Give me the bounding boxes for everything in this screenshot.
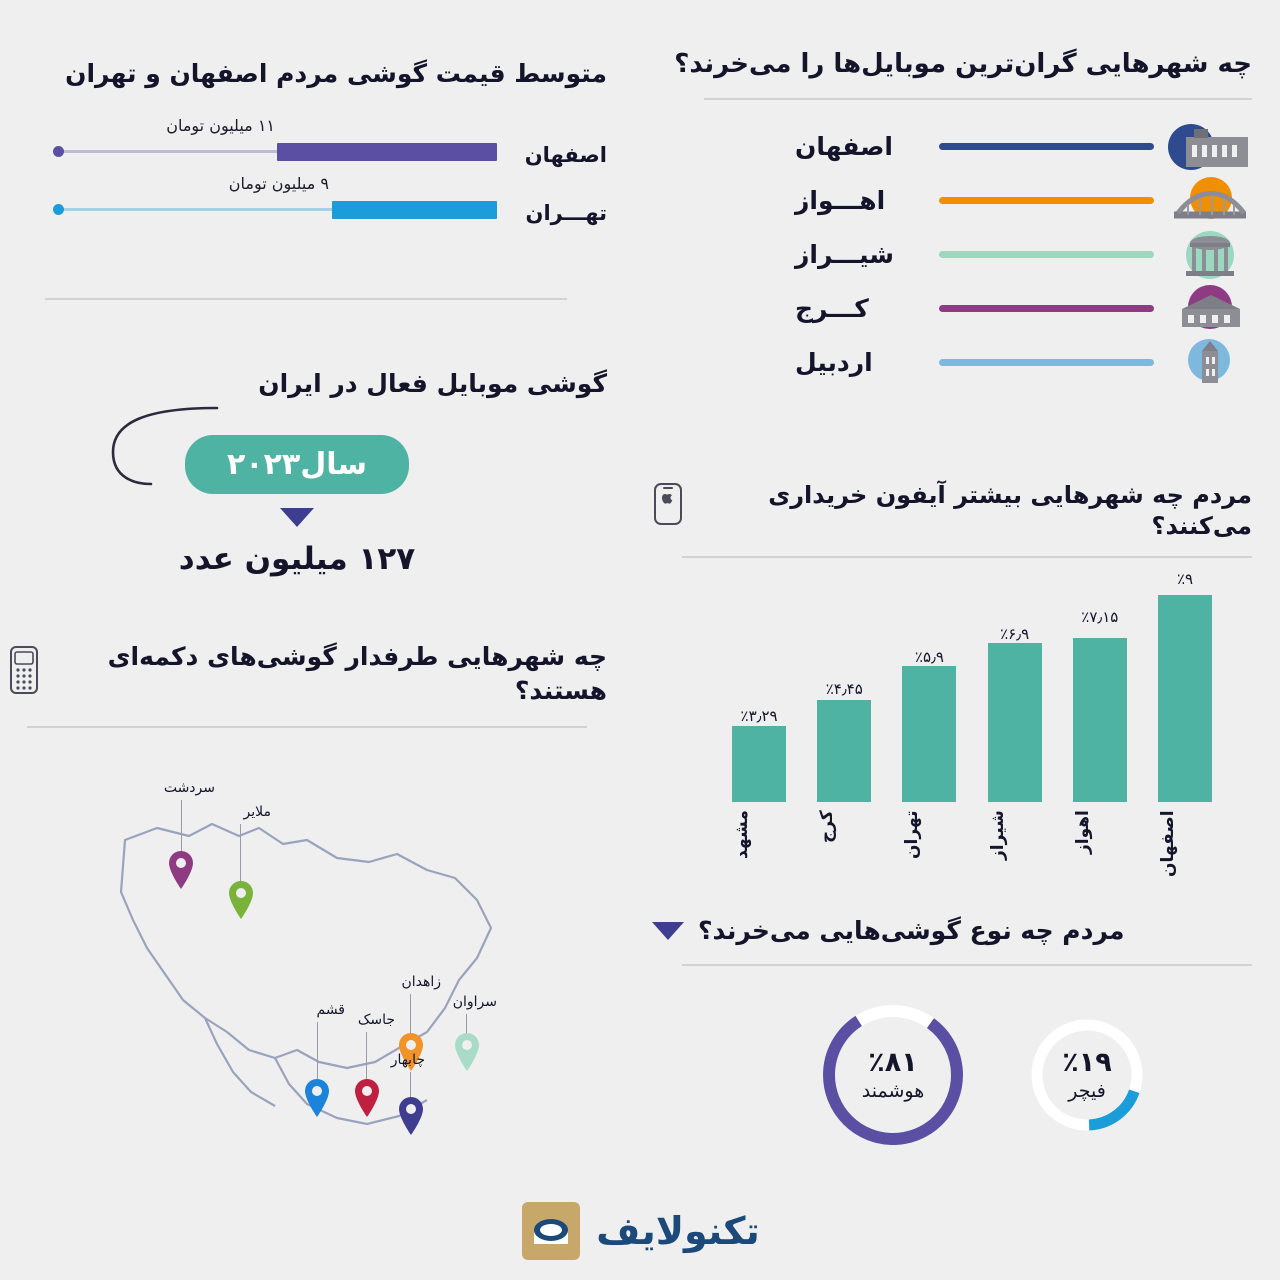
divider-left-2 [27, 726, 587, 728]
bar-label-isfahan: اصفهان [524, 142, 607, 167]
expensive-cities-title: چه شهرهایی گران‌ترین موبایل‌ها را می‌خرند؟ [674, 49, 1252, 79]
arrow-down-wrap [47, 508, 607, 527]
pin-line-sardasht [181, 800, 183, 852]
pin-label-saravan: سراوان [452, 993, 497, 1010]
bar-value-tehran: ۹ میلیون تومان [228, 173, 329, 193]
donut-feature-label: فیچر [1068, 1080, 1106, 1102]
chart-bars [732, 572, 1212, 802]
bar-value-mashhad: ٪۳٫۲۹ [740, 707, 778, 726]
average-price-bars [47, 115, 607, 241]
expensive-cities-list [652, 120, 1252, 390]
x-label-mashhad: مشهد [732, 810, 753, 860]
year-pill: سال۲۰۲۳ [185, 435, 409, 494]
divider-left-1 [45, 298, 567, 300]
pin-label-chabahar: چابهار [390, 1051, 425, 1068]
bar-fill-tehran [332, 201, 497, 219]
map-pin-chabahar[interactable] [397, 1096, 425, 1136]
keypad-map-title: چه شهرهایی طرفدار گوشی‌های دکمه‌ای هستند؟ [107, 642, 607, 705]
rank-line-karaj [939, 305, 1154, 312]
curved-arrow-icon [107, 396, 227, 496]
map-pin-qeshm[interactable] [303, 1078, 331, 1118]
phone-type-block [652, 915, 1252, 1150]
list-item [652, 120, 1252, 174]
smartphone-icon [652, 482, 684, 526]
donut-smart-text [818, 1000, 968, 1150]
bar-dot-isfahan [53, 146, 64, 157]
average-price-block [47, 58, 607, 241]
left-column [0, 0, 625, 1190]
iphone-purchase-block [652, 480, 1252, 882]
thumbnail-isfahan [1168, 123, 1252, 171]
divider-right-b [682, 556, 1252, 558]
feature-phone-icon [7, 644, 41, 696]
footer-logo [0, 1200, 1280, 1262]
list-item [652, 282, 1252, 336]
city-name-ahvaz: اهـــواز [795, 186, 886, 216]
rank-line-shiraz [939, 251, 1154, 258]
donut-feature-pct: ٪۱۹ [1062, 1047, 1112, 1078]
bar-value-shiraz: ٪۶٫۹ [1000, 625, 1030, 644]
bar-ahvaz [1073, 572, 1127, 802]
bar-value-ahvaz: ٪۷٫۱۵ [1081, 608, 1119, 627]
bar-value-tehran: ٪۵٫۹ [914, 648, 944, 667]
pin-label-sardasht: سردشت [163, 779, 215, 796]
pin-line-chabahar [410, 1072, 412, 1098]
thumbnail-karaj [1168, 285, 1252, 333]
keypad-map-block [7, 640, 607, 1182]
bar-shiraz [988, 572, 1042, 802]
donut-feature-text [1028, 1016, 1146, 1134]
list-item [652, 228, 1252, 282]
bar-label-tehran: تهـــران [525, 200, 607, 225]
pin-label-malayer: ملایر [243, 803, 271, 820]
pin-label-qeshm: قشم [316, 1001, 345, 1018]
iphone-title-row [652, 480, 1252, 542]
divider-right-a [704, 98, 1252, 100]
active-phones-title: گوشی موبایل فعال در ایران [258, 369, 607, 398]
pin-line-qeshm [317, 1022, 319, 1080]
bar-row-tehran [47, 173, 607, 241]
active-phones-block [47, 368, 607, 577]
bar-isfahan [1158, 572, 1212, 802]
pin-line-jask [366, 1032, 368, 1080]
x-label-karaj: کرج [817, 810, 838, 844]
brand-name: تکنولایف [596, 1209, 760, 1253]
city-name-isfahan: اصفهان [795, 132, 893, 162]
bar-value-isfahan: ٪۹ [1176, 570, 1194, 589]
average-price-title: متوسط قیمت گوشی مردم اصفهان و تهران [65, 59, 607, 88]
donut-smart-pct: ٪۸۱ [868, 1047, 918, 1078]
iphone-title: مردم چه شهرهایی بیشتر آیفون خریداری می‌کنند؟ [768, 481, 1252, 541]
active-phones-count: ۱۲۷ میلیون عدد [178, 540, 416, 577]
donut-smart [818, 1000, 968, 1150]
thumbnail-ardabil [1168, 339, 1252, 387]
pin-line-malayer [240, 824, 242, 882]
map-pin-sardasht[interactable] [167, 850, 195, 890]
iran-map [7, 732, 607, 1182]
phone-type-donuts [652, 1000, 1252, 1150]
bar-fill-isfahan [277, 143, 497, 161]
bar-dot-tehran [53, 204, 64, 215]
bar-value-isfahan: ۱۱ میلیون تومان [166, 115, 275, 135]
pin-line-zahedan [410, 994, 412, 1034]
map-pin-malayer[interactable] [227, 880, 255, 920]
x-label-isfahan: اصفهان [1158, 810, 1178, 877]
map-pin-jask[interactable] [353, 1078, 381, 1118]
rank-line-ardabil [939, 359, 1154, 366]
technolife-logo-icon [520, 1200, 582, 1262]
pin-label-zahedan: زاهدان [401, 973, 441, 990]
donut-feature [1028, 1016, 1146, 1134]
expensive-cities-block [652, 48, 1252, 390]
triangle-down-icon [280, 508, 314, 527]
right-column [625, 0, 1280, 1190]
map-pin-saravan[interactable] [453, 1032, 481, 1072]
keypad-map-title-row [7, 640, 607, 708]
rank-line-isfahan [939, 143, 1154, 150]
city-name-karaj: کـــرج [795, 294, 869, 324]
pin-line-saravan [466, 1014, 468, 1034]
list-item [652, 336, 1252, 390]
x-label-ahvaz: اهواز [1072, 810, 1093, 855]
bar-value-karaj: ٪۴٫۴۵ [825, 680, 863, 699]
triangle-down-icon [652, 922, 684, 940]
thumbnail-ahvaz [1168, 177, 1252, 225]
chart-x-labels [732, 810, 1212, 880]
pin-label-jask: جاسک [357, 1011, 395, 1028]
thumbnail-shiraz [1168, 231, 1252, 279]
bar-karaj [817, 572, 871, 802]
donut-smart-label: هوشمند [861, 1080, 925, 1102]
x-label-tehran: تهران [902, 810, 923, 859]
bar-tehran [902, 572, 956, 802]
bar-mashhad [732, 572, 786, 802]
list-item [652, 174, 1252, 228]
phone-type-title: مردم چه نوع گوشی‌هایی می‌خرند؟ [698, 916, 1125, 945]
phone-type-title-row [652, 915, 1252, 948]
divider-right-c [682, 964, 1252, 966]
x-label-shiraz: شیراز [987, 810, 1008, 861]
iphone-bar-chart [652, 572, 1252, 882]
city-name-ardabil: اردبیل [795, 348, 873, 378]
rank-line-ahvaz [939, 197, 1154, 204]
city-name-shiraz: شیـــراز [795, 240, 894, 270]
